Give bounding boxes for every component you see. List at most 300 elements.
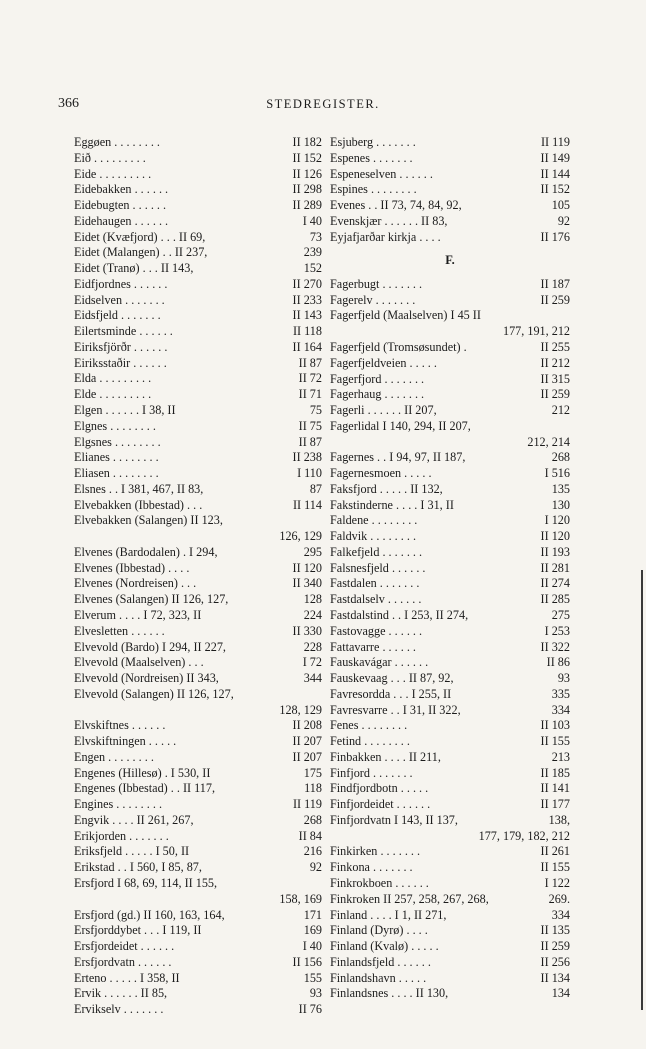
index-entry [330, 576, 570, 592]
entry-place-name: Findfjordbotn . . . . . [330, 781, 429, 796]
index-entry [330, 324, 570, 340]
index-entry [330, 561, 570, 577]
entry-place-name: Fattavarre . . . . . . [330, 639, 416, 654]
entry-place-name: Elvevold (Salangen) II 126, 127, [74, 686, 234, 701]
entry-page-reference: II 135 [540, 923, 570, 938]
entry-page-reference: II 149 [540, 150, 570, 165]
index-entry [74, 687, 322, 703]
index-entry [330, 214, 570, 230]
entry-page-reference: II 134 [540, 970, 570, 985]
entry-place-name: Faksfjord . . . . . II 132, [330, 481, 443, 496]
index-entry [74, 1002, 322, 1018]
entry-page-reference: 92 [309, 860, 322, 875]
entry-place-name: Finland (Dyrø) . . . . [330, 923, 428, 938]
entry-page-reference: II 274 [540, 576, 570, 591]
entry-place-name: Fagerelv . . . . . . . [330, 292, 416, 307]
entry-place-name: Fauskavágar . . . . . . [330, 655, 429, 670]
index-entry [330, 482, 570, 498]
entry-page-reference: 239 [303, 245, 322, 260]
index-entry [330, 167, 570, 183]
entry-place-name: Elvebakken (Ibbestad) . . . [74, 497, 203, 512]
entry-place-name: Elvevold (Maalselven) . . . [74, 655, 204, 670]
entry-page-reference: II 259 [540, 387, 570, 402]
entry-place-name: Fagerfjeld (Maalselven) I 45 II [330, 308, 481, 323]
index-entry [74, 908, 322, 924]
entry-place-name: Finkroken II 257, 258, 267, 268, [330, 891, 489, 906]
entry-place-name: Evenes . . II 73, 74, 84, 92, [330, 198, 462, 213]
index-entry [74, 403, 322, 419]
right-column [330, 135, 570, 1002]
index-entry [74, 340, 322, 356]
index-entry [330, 529, 570, 545]
index-entry [330, 687, 570, 703]
entry-place-name: Espeneselven . . . . . . [330, 166, 433, 181]
entry-place-name: Eide . . . . . . . . . [74, 166, 152, 181]
index-entry [330, 293, 570, 309]
entry-place-name: Erikjorden . . . . . . . [74, 828, 169, 843]
index-entry [330, 403, 570, 419]
index-entry [74, 671, 322, 687]
index-entry [330, 813, 570, 829]
index-entry [74, 923, 322, 939]
index-entry [330, 135, 570, 151]
index-entry [74, 498, 322, 514]
entry-place-name: Fakstinderne . . . . I 31, II [330, 497, 454, 512]
entry-place-name: Finfjordvatn I 143, II 137, [330, 812, 458, 827]
entry-place-name: Fagerli . . . . . . II 207, [330, 403, 437, 418]
entry-place-name: Elverum . . . . I 72, 323, II [74, 607, 202, 622]
entry-page-reference: 175 [303, 765, 322, 780]
entry-page-reference: II 270 [292, 276, 322, 291]
index-entry [74, 450, 322, 466]
entry-page-reference: I 253 [544, 623, 570, 638]
entry-place-name: Ersfjorddybet . . . I 119, II [74, 923, 202, 938]
entry-page-reference: 228 [303, 639, 322, 654]
entry-place-name: Fauskevaag . . . II 87, 92, [330, 671, 454, 686]
entry-place-name: Eidfjordnes . . . . . . [74, 276, 168, 291]
entry-page-reference: 344 [303, 671, 322, 686]
index-entry [330, 844, 570, 860]
entry-page-reference: 134 [551, 986, 570, 1001]
entry-page-reference: 212 [551, 403, 570, 418]
entry-page-reference: II 103 [540, 718, 570, 733]
entry-page-reference: 128, 129 [279, 702, 322, 717]
entry-page-reference: 334 [551, 702, 570, 717]
entry-place-name: Elgen . . . . . . I 38, II [74, 403, 176, 418]
entry-place-name: Favresordda . . . I 255, II [330, 686, 452, 701]
index-entry [330, 703, 570, 719]
entry-page-reference: II 185 [540, 765, 570, 780]
index-entry [74, 829, 322, 845]
entry-place-name: Ervik . . . . . . II 85, [74, 986, 168, 1001]
index-entry [330, 640, 570, 656]
index-entry [330, 624, 570, 640]
index-entry [330, 419, 570, 435]
entry-place-name: Finbakken . . . . II 211, [330, 749, 441, 764]
entry-page-reference: I 110 [297, 466, 322, 481]
index-entry [74, 844, 322, 860]
entry-page-reference: II 143 [292, 308, 322, 323]
page-title: STEDREGISTER. [266, 97, 380, 111]
entry-page-reference: II 340 [292, 576, 322, 591]
entry-page-reference: 224 [303, 607, 322, 622]
entry-page-reference: II 152 [292, 150, 322, 165]
index-entry [74, 624, 322, 640]
entry-place-name: Eidet (Tranø) . . . II 143, [74, 261, 194, 276]
index-entry [330, 876, 570, 892]
entry-place-name: Elde . . . . . . . . . [74, 387, 152, 402]
entry-place-name: Elvskiftningen . . . . . [74, 734, 177, 749]
entry-page-reference: II 118 [293, 324, 322, 339]
entry-page-reference: II 193 [540, 544, 570, 559]
index-entry [74, 561, 322, 577]
entry-place-name: Elvenes (Bardodalen) . I 294, [74, 544, 218, 559]
entry-page-reference: II 114 [293, 497, 322, 512]
entry-place-name: Eidselven . . . . . . . [74, 292, 165, 307]
entry-place-name: Esjuberg . . . . . . . [330, 135, 416, 149]
index-entry [330, 923, 570, 939]
index-entry [330, 797, 570, 813]
entry-place-name: Espines . . . . . . . . [330, 182, 417, 197]
entry-place-name: Finkrokboen . . . . . . [330, 876, 429, 890]
entry-place-name: Elvevold (Bardo) I 294, II 227, [74, 639, 226, 654]
entry-place-name: Favresvarre . . I 31, II 322, [330, 702, 461, 717]
entry-place-name: Engenes (Ibbestad) . . II 117, [74, 781, 216, 796]
entry-page-reference: II 164 [292, 339, 322, 354]
entry-page-reference: 334 [551, 907, 570, 922]
index-entry [74, 230, 322, 246]
entry-page-reference: II 289 [292, 198, 322, 213]
index-entry [330, 671, 570, 687]
entry-place-name: Finkirken . . . . . . . [330, 844, 421, 859]
index-entry [74, 466, 322, 482]
entry-page-reference: 335 [551, 686, 570, 701]
index-entry [74, 545, 322, 561]
index-entry [74, 182, 322, 198]
entry-place-name: Engines . . . . . . . . [74, 797, 163, 812]
entry-place-name: Fagerfjeld (Tromsøsundet) . [330, 339, 467, 354]
entry-page-reference: 138, [548, 812, 570, 827]
entry-page-reference: II 87 [298, 434, 322, 449]
entry-page-reference: II 84 [298, 828, 322, 843]
index-entry [330, 356, 570, 372]
entry-place-name: Finfjord . . . . . . . [330, 765, 413, 780]
page-number: 366 [58, 96, 79, 111]
index-entry [74, 245, 322, 261]
entry-page-reference: 268 [551, 450, 570, 465]
entry-page-reference: 158, 169 [279, 891, 322, 906]
entry-page-reference: 177, 191, 212 [502, 324, 570, 339]
entry-page-reference: II 126 [292, 166, 322, 181]
index-entry [330, 277, 570, 293]
entry-place-name: Eið . . . . . . . . . [74, 150, 146, 165]
entry-page-reference: II 144 [540, 166, 570, 181]
entry-page-reference: II 120 [292, 560, 322, 575]
entry-place-name: Finland . . . . I 1, II 271, [330, 907, 447, 922]
entry-page-reference: II 86 [546, 655, 570, 670]
entry-place-name: Elvskiftnes . . . . . . [74, 718, 166, 733]
section-letter-f: F. [445, 253, 455, 268]
entry-page-reference: II 141 [540, 781, 570, 796]
entry-page-reference: II 259 [540, 292, 570, 307]
entry-page-reference: 171 [303, 907, 322, 922]
entry-page-reference: II 233 [292, 292, 322, 307]
entry-place-name: Ersfjordvatn . . . . . . [74, 954, 172, 969]
entry-page-reference: 268 [303, 812, 322, 827]
index-entry [74, 766, 322, 782]
index-entry [330, 387, 570, 403]
index-entry [330, 498, 570, 514]
entry-place-name: Elvenes (Ibbestad) . . . . [74, 560, 190, 575]
entry-place-name: Falkefjeld . . . . . . . [330, 544, 423, 559]
index-entry [74, 750, 322, 766]
index-entry [74, 371, 322, 387]
entry-place-name: Fastovagge . . . . . . [330, 623, 423, 638]
index-entry [74, 293, 322, 309]
entry-place-name: Fastdalselv . . . . . . [330, 592, 422, 607]
entry-page-reference: II 315 [540, 371, 570, 386]
index-entry [330, 340, 570, 356]
entry-place-name: Engvik . . . . II 261, 267, [74, 812, 194, 827]
entry-page-reference: 213 [551, 749, 570, 764]
index-entry [74, 387, 322, 403]
entry-place-name: Finlandsfjeld . . . . . . [330, 954, 431, 969]
entry-place-name: Elvenes (Nordreisen) . . . [74, 576, 197, 591]
index-entry [330, 230, 570, 246]
entry-page-reference: II 72 [298, 371, 322, 386]
index-entry [74, 955, 322, 971]
entry-page-reference: II 256 [540, 954, 570, 969]
index-entry [74, 718, 322, 734]
index-entry [74, 892, 322, 908]
entry-place-name: Eilertsminde . . . . . . [74, 324, 173, 339]
entry-place-name: Elianes . . . . . . . . [74, 450, 159, 465]
index-entry [330, 860, 570, 876]
entry-place-name: Eidet (Kvæfjord) . . . II 69, [74, 229, 206, 244]
entry-place-name: Eidebakken . . . . . . [74, 182, 169, 197]
index-entry [74, 860, 322, 876]
index-entry [330, 466, 570, 482]
entry-page-reference: 75 [309, 403, 322, 418]
entry-page-reference: II 75 [298, 418, 322, 433]
entry-page-reference: 269. [548, 891, 570, 906]
index-entry [74, 655, 322, 671]
entry-page-reference: II 152 [540, 182, 570, 197]
index-entry [330, 971, 570, 987]
entry-page-reference: I 516 [544, 466, 570, 481]
index-entry [330, 750, 570, 766]
entry-page-reference: I 122 [544, 876, 570, 890]
right-column-e-entries [330, 135, 570, 245]
entry-place-name: Elvenes (Salangen) II 126, 127, [74, 592, 229, 607]
index-entry [330, 986, 570, 1002]
entry-place-name: Ersfjord I 68, 69, 114, II 155, [74, 875, 218, 890]
entry-place-name: Eidehaugen . . . . . . [74, 213, 169, 228]
entry-place-name: Ervikselv . . . . . . . [74, 1002, 164, 1017]
entry-place-name: Engen . . . . . . . . [74, 749, 154, 764]
index-entry [330, 151, 570, 167]
entry-page-reference: II 207 [292, 749, 322, 764]
index-entry [74, 277, 322, 293]
index-entry [330, 513, 570, 529]
entry-page-reference: I 120 [544, 513, 570, 528]
entry-place-name: Fagerfjord . . . . . . . [330, 371, 425, 386]
entry-page-reference: 275 [551, 607, 570, 622]
entry-page-reference: II 285 [540, 592, 570, 607]
entry-place-name: Elvevold (Nordreisen) II 343, [74, 671, 219, 686]
entry-place-name: Fetind . . . . . . . . [330, 734, 410, 749]
right-column-f-entries [330, 277, 570, 1002]
page-edge-mark [641, 570, 643, 1010]
index-entry [74, 703, 322, 719]
entry-page-reference: II 208 [292, 718, 322, 733]
entry-place-name: Eidebugten . . . . . . [74, 198, 167, 213]
entry-page-reference: II 182 [292, 135, 322, 149]
entry-place-name: Eiriksstaðir . . . . . . [74, 355, 167, 370]
index-entry [74, 576, 322, 592]
entry-page-reference: II 156 [292, 954, 322, 969]
entry-page-reference: II 207 [292, 734, 322, 749]
index-entry [330, 592, 570, 608]
index-entry [330, 829, 570, 845]
entry-place-name: Elda . . . . . . . . . [74, 371, 152, 386]
entry-place-name: Fagernes . . I 94, 97, II 187, [330, 450, 466, 465]
index-entry [330, 734, 570, 750]
entry-page-reference: II 187 [540, 276, 570, 291]
entry-page-reference: II 330 [292, 623, 322, 638]
index-entry [330, 308, 570, 324]
index-entry [74, 482, 322, 498]
entry-page-reference: 155 [303, 970, 322, 985]
index-entry [330, 450, 570, 466]
entry-place-name: Espenes . . . . . . . [330, 150, 413, 165]
entry-page-reference: I 72 [302, 655, 322, 670]
entry-place-name: Fagerbugt . . . . . . . [330, 276, 423, 291]
entry-place-name: Elvebakken (Salangen) II 123, [74, 513, 223, 528]
entry-page-reference: 126, 129 [279, 529, 322, 544]
entry-page-reference: II 281 [540, 560, 570, 575]
index-entry [74, 529, 322, 545]
entry-place-name: Elvesletten . . . . . . [74, 623, 165, 638]
index-entry [74, 308, 322, 324]
entry-place-name: Eriksfjeld . . . . . I 50, II [74, 844, 190, 859]
entry-place-name: Falsnesfjeld . . . . . . [330, 560, 426, 575]
index-entry [74, 971, 322, 987]
index-entry [74, 876, 322, 892]
entry-page-reference: 295 [303, 544, 322, 559]
index-entry [330, 718, 570, 734]
entry-page-reference: II 212 [540, 355, 570, 370]
entry-page-reference: II 238 [292, 450, 322, 465]
entry-place-name: Elsnes . . I 381, 467, II 83, [74, 481, 204, 496]
entry-page-reference: II 155 [540, 860, 570, 875]
entry-page-reference: II 119 [293, 797, 322, 812]
entry-place-name: Engenes (Hillesø) . I 530, II [74, 765, 211, 780]
left-column [74, 135, 322, 1018]
index-entry [74, 356, 322, 372]
index-entry [74, 734, 322, 750]
entry-page-reference: 93 [557, 671, 570, 686]
entry-page-reference: 87 [309, 481, 322, 496]
entry-page-reference: II 155 [540, 734, 570, 749]
entry-place-name: Eidet (Malangen) . . II 237, [74, 245, 208, 260]
index-entry [74, 608, 322, 624]
entry-place-name: Evenskjær . . . . . . II 83, [330, 213, 448, 228]
index-entry [330, 655, 570, 671]
index-entry [74, 797, 322, 813]
entry-page-reference: II 87 [298, 355, 322, 370]
index-entry [330, 892, 570, 908]
entry-page-reference: 73 [309, 229, 322, 244]
index-entry [74, 986, 322, 1002]
entry-page-reference: 92 [557, 213, 570, 228]
entry-place-name: Ersfjord (gd.) II 160, 163, 164, [74, 907, 225, 922]
index-entry [330, 545, 570, 561]
entry-page-reference: II 259 [540, 939, 570, 954]
index-entry [74, 640, 322, 656]
entry-page-reference: II 120 [540, 529, 570, 544]
index-entry [74, 167, 322, 183]
entry-page-reference: II 255 [540, 339, 570, 354]
index-entry [74, 592, 322, 608]
index-entry [74, 198, 322, 214]
index-entry [330, 781, 570, 797]
entry-place-name: Fagerhaug . . . . . . . [330, 387, 425, 402]
index-entry [74, 813, 322, 829]
entry-page-reference: I 40 [302, 939, 322, 954]
entry-page-reference: II 119 [541, 135, 570, 149]
index-entry [330, 608, 570, 624]
index-entry [330, 372, 570, 388]
entry-place-name: Eidsfjeld . . . . . . . [74, 308, 161, 323]
index-entry [74, 151, 322, 167]
index-entry [74, 781, 322, 797]
entry-place-name: Finkona . . . . . . . [330, 860, 413, 875]
entry-page-reference: 212, 214 [527, 434, 570, 449]
index-entry [74, 419, 322, 435]
entry-place-name: Faldvik . . . . . . . . [330, 529, 416, 544]
entry-page-reference: II 177 [540, 797, 570, 812]
index-entry [330, 766, 570, 782]
entry-place-name: Erikstad . . I 560, I 85, 87, [74, 860, 202, 875]
entry-place-name: Eyjafjarðar kirkja . . . . [330, 229, 441, 244]
entry-place-name: Finfjordeidet . . . . . . [330, 797, 431, 812]
entry-place-name: Fastdalen . . . . . . . [330, 576, 420, 591]
entry-page-reference: II 71 [298, 387, 322, 402]
index-entry [74, 261, 322, 277]
entry-place-name: Fastdalstind . . I 253, II 274, [330, 607, 469, 622]
index-entry [74, 939, 322, 955]
index-entry [74, 135, 322, 151]
index-entry [74, 214, 322, 230]
entry-page-reference: 216 [303, 844, 322, 859]
entry-place-name: Elgnes . . . . . . . . [74, 418, 156, 433]
entry-page-reference: I 40 [302, 213, 322, 228]
entry-place-name: Fagerlidal I 140, 294, II 207, [330, 418, 471, 433]
entry-place-name: Fagernesmoen . . . . . [330, 466, 432, 481]
index-entry [330, 908, 570, 924]
entry-page-reference: II 322 [540, 639, 570, 654]
entry-page-reference: 177, 179, 182, 212 [478, 828, 570, 843]
entry-page-reference: II 76 [298, 1002, 322, 1017]
entry-place-name: Finland (Kvalø) . . . . . [330, 939, 439, 954]
entry-page-reference: 135 [551, 481, 570, 496]
entry-page-reference: II 298 [292, 182, 322, 197]
entry-place-name: Eiriksfjörðr . . . . . . [74, 339, 168, 354]
entry-place-name: Fenes . . . . . . . . [330, 718, 408, 733]
index-entry [330, 955, 570, 971]
entry-page-reference: 169 [303, 923, 322, 938]
